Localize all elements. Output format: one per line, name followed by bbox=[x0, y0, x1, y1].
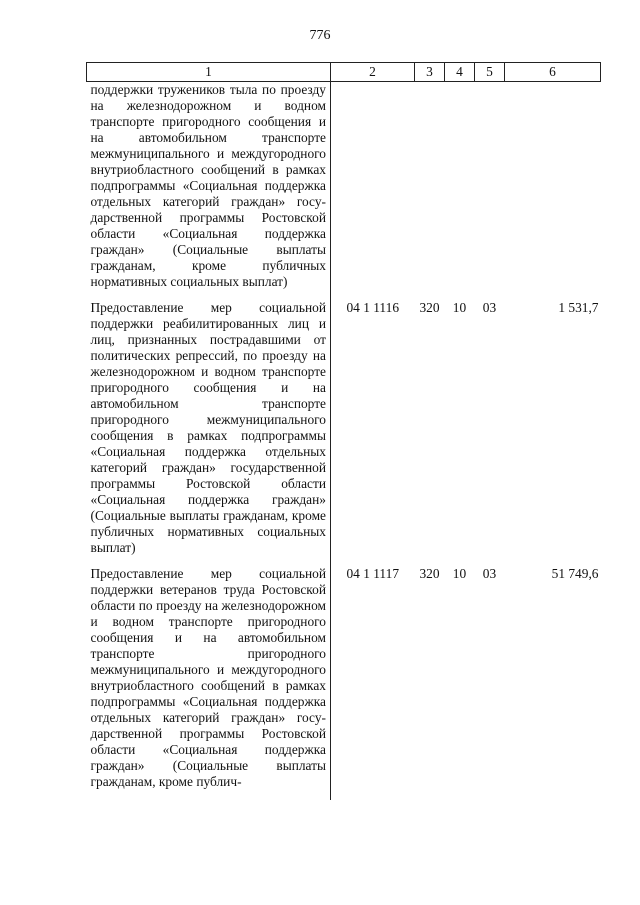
header-col-4: 4 bbox=[445, 63, 475, 82]
header-col-1: 1 bbox=[87, 63, 331, 82]
header-row bbox=[87, 63, 601, 82]
row-col-3: 320 bbox=[419, 566, 440, 581]
page-number: 776 bbox=[309, 28, 331, 43]
row-col-5: 03 bbox=[482, 300, 497, 315]
row-code: 04 1 1116 bbox=[346, 300, 400, 315]
row-col-4 bbox=[445, 82, 475, 301]
header-col-6: 6 bbox=[505, 63, 601, 82]
header-col-3: 3 bbox=[415, 63, 445, 82]
row-amount bbox=[505, 82, 601, 301]
row-amount: 1 531,7 bbox=[558, 300, 599, 315]
row-description: Предоставление мер социальной поддержки реабилитированных лиц и лиц, признанных пострадавшими от политических репрессий, по проезду на железнодорожном и водном транспорте пригородного сообщения и на автомобильном транспорте пригородного межмуниципального сообщения в рамках подпрограммы «Социальная поддержка отдельных категорий граждан» государственной программы Ростовской области «Социальная поддержка граждан» (Социальные выплаты гражданам, кроме публичных нормативных социальных выплат) bbox=[87, 300, 331, 566]
table-row bbox=[87, 566, 601, 800]
table-row bbox=[87, 300, 601, 566]
row-amount: 51 749,6 bbox=[551, 566, 599, 581]
row-col-5: 03 bbox=[482, 566, 497, 581]
table-row bbox=[87, 82, 601, 301]
row-col-4: 10 bbox=[452, 566, 467, 581]
header-col-2: 2 bbox=[331, 63, 415, 82]
row-col-3 bbox=[415, 82, 445, 301]
budget-table bbox=[86, 62, 601, 800]
header-col-5: 5 bbox=[475, 63, 505, 82]
row-col-5 bbox=[475, 82, 505, 301]
row-description: Предоставление мер социальной поддержки ветеранов труда Ростовской области по проезду на железнодорожном и водном транспорте пригородного сообщения и на автомобильном транспорте пригородного межмуниципального и междугородного внутриобластного сообщений в рамках подпрограммы «Социальная поддержка отдельных категорий граждан» государственной программы Ростовской области «Социальная поддержка граждан» (Социальные выплаты гражданам, кроме публич- bbox=[87, 566, 331, 800]
row-description: поддержки тружеников тыла по проезду на железнодорожном и водном транспорте пригородного сообщения и на автомобильном транспорте межмуниципального и междугородного внутриобластного сообщений в рамках подпрограммы «Социальная поддержка отдельных категорий граждан» государственной программы Ростовской области «Социальная поддержка граждан» (Социальные выплаты гражданам, кроме публичных нормативных социальных выплат) bbox=[87, 82, 331, 301]
row-col-4: 10 bbox=[452, 300, 467, 315]
row-code bbox=[331, 82, 415, 301]
row-code: 04 1 1117 bbox=[346, 566, 400, 581]
row-col-3: 320 bbox=[419, 300, 440, 315]
